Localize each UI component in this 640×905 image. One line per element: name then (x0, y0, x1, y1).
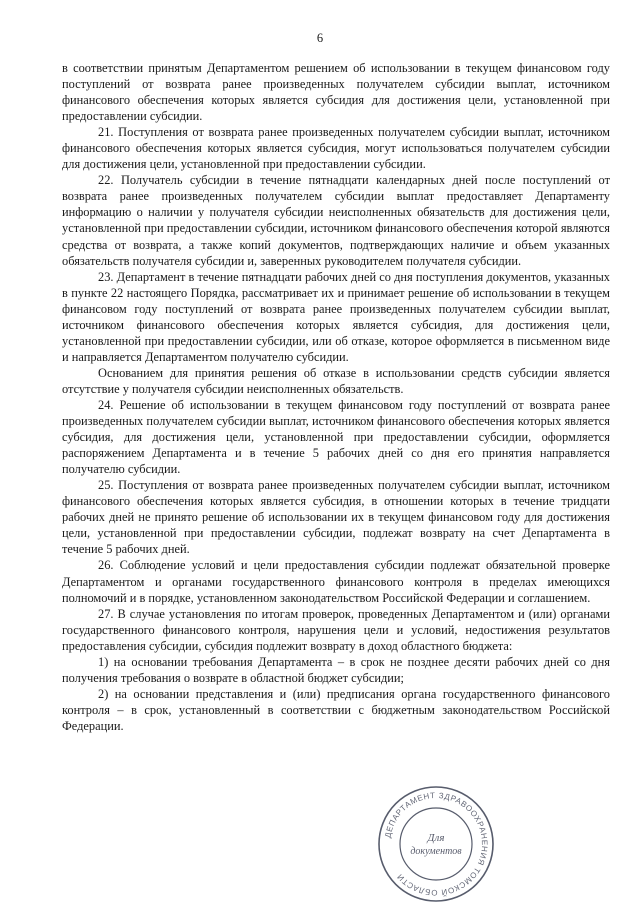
paragraph-25: 25. Поступления от возврата ранее произведенных получателем субсидии выплат, источником финансового обеспечения которых является субсидия, в отношении которых в течение тридцати рабочих дней не принято решение об использовании их в текущем финансовом году для достижения цели, установленной при предоставлении субсидии, подлежат возврату на счет Департамента в течение 5 рабочих дней. (62, 478, 610, 557)
list-item-1: 1) на основании требования Департамента – в срок не позднее десяти рабочих дней со дня получения требования о возврате в областной бюджет субсидии; (62, 654, 610, 685)
paragraph-23: 23. Департамент в течение пятнадцати рабочих дней со дня поступления документов, указанных в пункте 22 настоящего Порядка, рассматривает их и принимает решение об использовании в текущем финансовом году поступлений от возврата ранее произведенных получателем субсидии выплат, источником финансового обеспечения которых является субсидия, для достижения цели, установленной при предоставлении субсидии, или об отказе, которое оформляется в письменном виде и направляется Департаментом получателю субсидии. (62, 269, 610, 364)
paragraph-21: 21. Поступления от возврата ранее произведенных получателем субсидии выплат, источником финансового обеспечения которых является субсидия, могут использоваться получателем субсидии для достижения цели, установленной при предоставлении субсидии. (62, 125, 610, 172)
official-stamp (376, 784, 496, 904)
stamp-center-line2: документов (410, 846, 462, 857)
paragraph-refusal-basis: Основанием для принятия решения об отказе в использовании средств субсидии является отсутствие у получателя субсидии неисполненных обязательств. (62, 365, 610, 396)
document-body (62, 60, 610, 734)
paragraph-26: 26. Соблюдение условий и цели предоставления субсидии подлежат обязательной проверке Департаментом и органами государственного финансового контроля в пределах имеющихся полномочий и в порядке, установленном законодательством Российской Федерации и соглашением. (62, 558, 610, 605)
paragraph-continuation: в соответствии принятым Департаментом решением об использовании в текущем финансовом году поступлений от возврата ранее произведенных получателем субсидии выплат, источником финансового обеспечения которых является субсидия для достижения цели, установленной при предоставлении субсидии. (62, 61, 610, 124)
stamp-center-line1: Для (427, 832, 445, 844)
stamp-ring-text: ДЕПАРТАМЕНТ ЗДРАВООХРАНЕНИЯ ТОМСКОЙ ОБЛАСТИ (383, 790, 490, 898)
paragraph-22: 22. Получатель субсидии в течение пятнадцати календарных дней после поступлений от возврата ранее произведенных получателем субсидии выплат предоставляет Департаменту информацию о наличии у получателя субсидии неисполненных обязательств для достижения цели, установленной при предоставлении субсидии, источником финансового обеспечения которой являются средства от возврата, а также копий документов, подтверждающих наличие и объем указанных обязательств получателя субсидии и, заверенных руководителем получателя субсидии. (62, 173, 610, 268)
svg-text:ДЕПАРТАМЕНТ ЗДРАВООХРАНЕНИЯ ТО (383, 791, 489, 897)
stamp-outer-ring (379, 787, 493, 901)
list-item-2: 2) на основании представления и (или) предписания органа государственного финансового контроля – в срок, установленный в соответствии с бюджетным законодательством Российской Федерации. (62, 686, 610, 733)
paragraph-27: 27. В случае установления по итогам проверок, проведенных Департаментом и (или) органами государственного финансового контроля, нарушения цели и условий, недостижения результатов предоставления субсидии, субсидия подлежит возврату в доход областного бюджета: (62, 606, 610, 653)
page-number: 6 (316, 31, 324, 45)
stamp-inner-ring (400, 808, 472, 880)
paragraph-24: 24. Решение об использовании в текущем финансовом году поступлений от возврата ранее произведенных получателем субсидии выплат, источником финансового обеспечения которых является субсидия, для достижения цели, установленной при предоставлении субсидии, оформляется распоряжением Департамента и в течение 5 рабочих дней со дня его принятия направляется получателю субсидии. (62, 397, 610, 477)
